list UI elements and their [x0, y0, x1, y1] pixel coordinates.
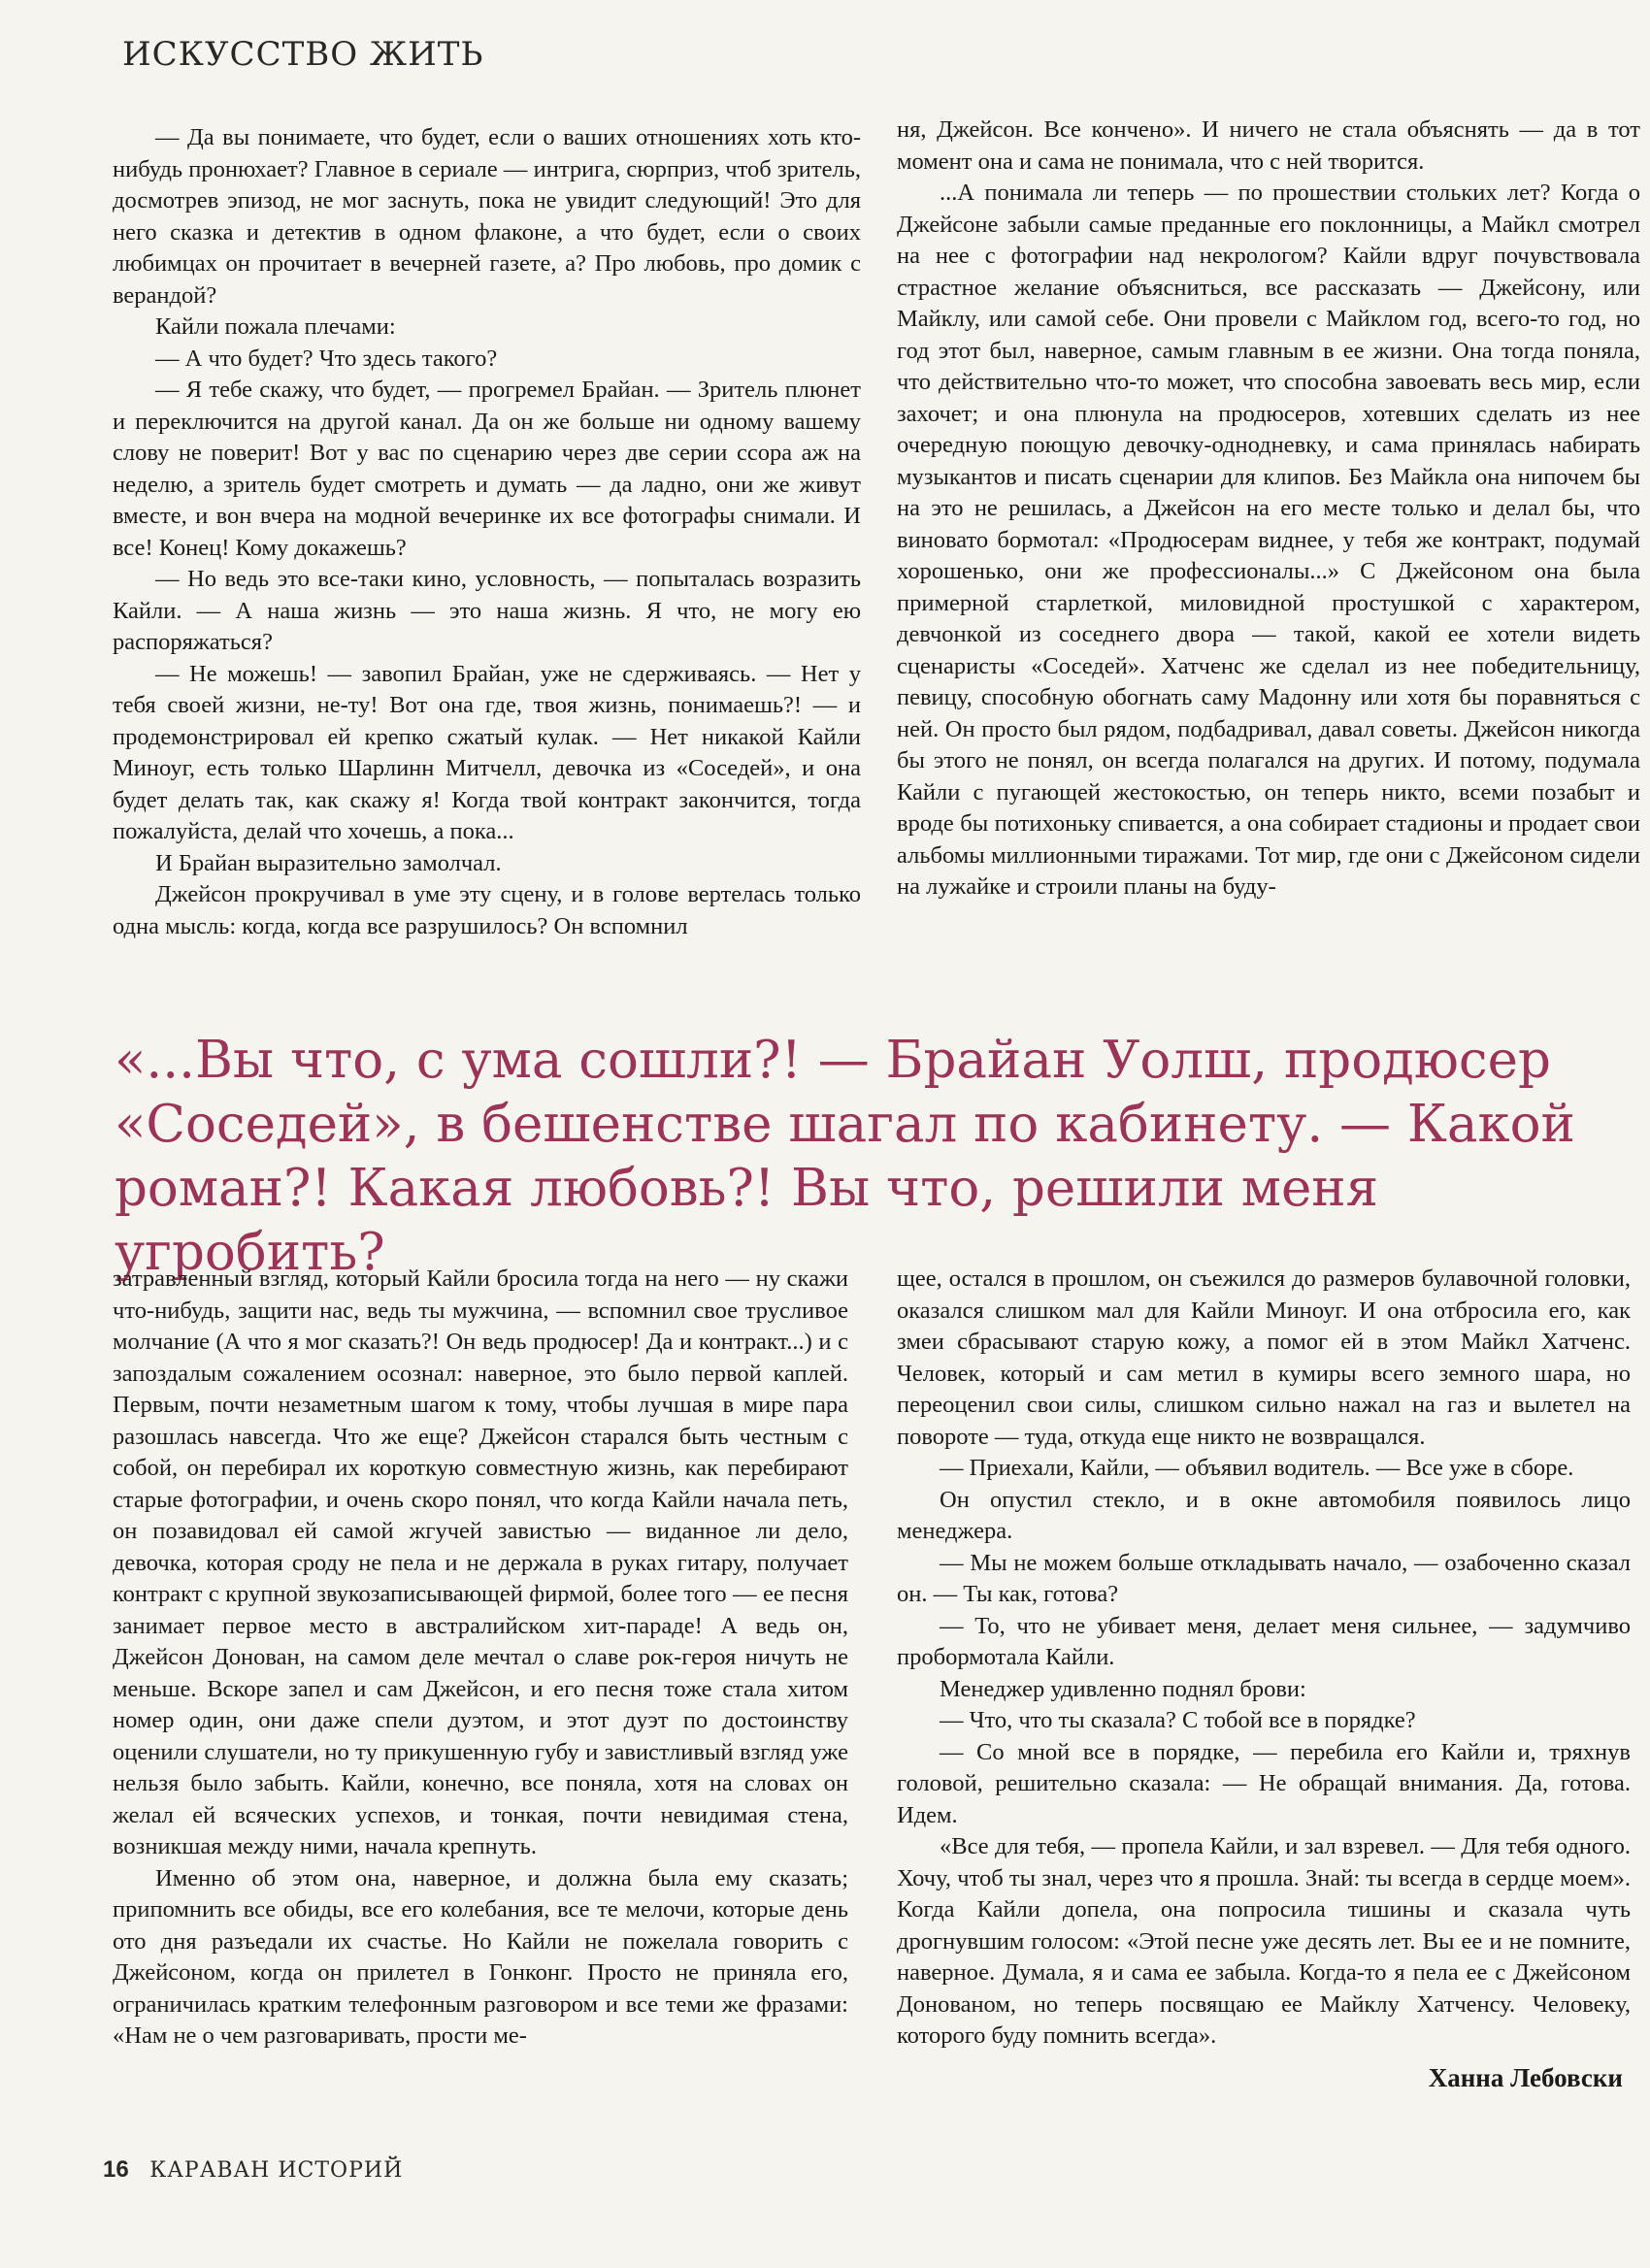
page-footer: [103, 2156, 403, 2184]
page-number: 16: [103, 2156, 129, 2183]
paragraph: — Да вы понимаете, что будет, если о ваших отношениях хоть кто-нибудь пронюхает? Главное в сериале — интрига, сюрприз, чтоб зритель, досмотрев эпизод, не мог заснуть, пока не увидит следующий! Это для него сказка и детектив в одном флаконе, а что будет, если о своих любимцах он прочитает в вечерней газете, а? Про любовь, про домик с верандой?: [113, 124, 861, 309]
pull-quote: «...Вы что, с ума сошли?! — Брайан Уолш, продюсер «Соседей», в бешенстве шагал по кабинету. — Какой роман?! Какая любовь?! Вы что, решили меня угробить?: [115, 1031, 1575, 1282]
column-top-left: [113, 122, 861, 1002]
paragraph: — Мы не можем больше откладывать начало, — озабоченно сказал он. — Ты как, готова?: [897, 1549, 1631, 1607]
column-top-right: [897, 115, 1640, 1007]
column-bottom-left: [113, 1264, 848, 2137]
paragraph: — Но ведь это все-таки кино, условность, — попыталась возразить Кайли. — А наша жизнь — это наша жизнь. Я что, не могу ею распоряжаться?: [113, 566, 861, 655]
paragraph: Он опустил стекло, и в окне автомобиля появилось лицо менеджера.: [897, 1486, 1631, 1544]
paragraph: И Брайан выразительно замолчал.: [155, 849, 502, 876]
paragraph: «Все для тебя, — пропела Кайли, и зал взревел. — Для тебя одного. Хочу, чтоб ты знал, через что я прошла. Знай: ты всегда в сердце моем». Когда Кайли допела, она попросила тишины и сказала чуть дрогнувшим голосом: «Этой песне уже десять лет. Вы ее и не помните, наверное. Думала, я и сама ее забыла. Когда-то я пела ее с Джейсоном Донованом, но теперь посвящаю ее Майклу Хатченсу. Человеку, которого буду помнить всегда».: [897, 1833, 1631, 2049]
paragraph: затравленный взгляд, который Кайли бросила тогда на него — ну скажи что-нибудь, защити нас, ведь ты мужчина, — вспомнил свое трусливое молчание (А что я мог сказать?! Он ведь продюсер! Да и контракт...) и с запоздалым сожалением осознал: наверное, это было первой каплей. Первым, почти незаметным шагом к тому, чтобы лучшая в мире пара разошлась навсегда. Что же еще? Джейсон старался быть честным с собой, он перебирал их короткую совместную жизнь, как перебирают старые фотографии, и очень скоро понял, что когда Кайли начала петь, он позавидовал ей самой жгучей завистью — виданное ли дело, девочка, которая сроду не пела и не держала в руках гитару, получает контракт с крупной звукозаписывающей фирмой, более того — ее песня занимает первое место в австралийском хит-параде! А ведь он, Джейсон Донован, на самом деле мечтал о славе рок-героя ничуть не меньше. Вскоре запел и сам Джейсон, и его песня тоже стала хитом номер один, они даже спели дуэтом, и этот дуэт по достоинству оценили слушатели, но ту прикушенную губу и завистливый взгляд уже нельзя было забыть. Кайли, конечно, все поняла, хотя на словах он желал ей всяческих успехов, и тонкая, почти невидимая стена, возникшая между ними, начала крепнуть.: [113, 1265, 848, 1859]
paragraph: Именно об этом она, наверное, и должна была ему сказать; припомнить все обиды, все его колебания, все те мелочи, которые день ото дня разъедали их счастье. Но Кайли не пожелала говорить с Джейсоном, когда он прилетел в Гонконг. Просто не приняла его, ограничилась кратким телефонным разговором и все теми же фразами: «Нам не о чем разговаривать, прости ме-: [113, 1864, 848, 2049]
column-bottom-right: [897, 1264, 1631, 2118]
paragraph: Менеджер удивленно поднял брови:: [940, 1675, 1306, 1702]
author-signature: Ханна Лебовски: [1428, 2063, 1623, 2092]
paragraph: — Приехали, Кайли, — объявил водитель. — Все уже в сборе.: [940, 1455, 1574, 1481]
paragraph: ...А понимала ли теперь — по прошествии стольких лет? Когда о Джейсоне забыли самые преданные его поклонницы, а Майкл смотрел на нее с фотографии над некрологом? Кайли вдруг почувствовала страстное желание объясниться, все рассказать — Джейсону, или Майклу, или самой себе. Они провели с Майклом год, всего-то год, но год этот был, наверное, самым главным в ее жизни. Она тогда поняла, что действительно что-то может, что способна завоевать весь мир, если захочет; и она плюнула на продюсеров, хотевших сделать из нее очередную поющую девочку-однодневку, и сама принялась набирать музыкантов и писать сценарии для клипов. Без Майкла она нипочем бы на это не решилась, а Джейсон на его месте только и делал бы, что виновато бормотал: «Продюсерам виднее, у тебя же контракт, подумай хорошенько, они же профессионалы...» С Джейсоном она была примерной старлеткой, миловидной простушкой с характером, девчонкой из соседнего двора — такой, какой ее хотели видеть сценаристы «Соседей». Хатченс же сделал из нее победительницу, певицу, способную обогнать саму Мадонну или хотя бы поравняться с ней. Он просто был рядом, подбадривал, давал советы. Джейсон никогда бы этого не понял, он всегда полагался на других. И потому, подумала Кайли с пугающей жестокостью, он теперь никто, всеми позабыт и вроде бы потихоньку спивается, а она собирает стадионы и продает свои альбомы миллионными тиражами. Тот мир, где они с Джейсоном сидели на лужайке и строили планы на буду-: [897, 180, 1640, 900]
paragraph: — А что будет? Что здесь такого?: [155, 345, 498, 372]
paragraph: — Со мной все в порядке, — перебила его Кайли и, тряхнув головой, решительно сказала: — Не обращай внимания. Да, готова. Идем.: [897, 1738, 1631, 1828]
paragraph: ня, Джейсон. Все кончено». И ничего не стала объяснять — да в тот момент она и сама не понимала, что с ней творится.: [897, 116, 1640, 175]
paragraph: — То, что не убивает меня, делает меня сильнее, — задумчиво пробормотала Кайли.: [897, 1612, 1631, 1670]
paragraph: — Что, что ты сказала? С тобой все в порядке?: [940, 1707, 1416, 1733]
paragraph: — Я тебе скажу, что будет, — прогремел Брайан. — Зритель плюнет и переключится на другой канал. Да он же больше ни одному вашему слову не поверит! Вот у вас по сценарию через две серии ссора аж на неделю, а зритель будет смотреть и думать — да ладно, они же живут вместе, и вон вчера на модной вечеринке их все фотографы снимали. И все! Конец! Кому докажешь?: [113, 377, 861, 561]
paragraph: Джейсон прокручивал в уме эту сцену, и в голове вертелась только одна мысль: когда, когда все разрушилось? Он вспомнил: [113, 881, 861, 939]
paragraph: Кайли пожала плечами:: [155, 313, 396, 340]
magazine-name: КАРАВАН ИСТОРИЙ: [149, 2158, 404, 2183]
paragraph: щее, остался в прошлом, он съежился до размеров булавочной головки, оказался слишком мал для Кайли Миноуг. И она отбросила его, как змеи сбрасывают старую кожу, а помог ей в этом Майкл Хатченс. Человек, который и сам метил в кумиры всего земного шара, но переоценил свои силы, слишком сильно нажал на газ и вылетел на повороте — туда, откуда еще никто не возвращался.: [897, 1265, 1631, 1450]
paragraph: — Не можешь! — завопил Брайан, уже не сдерживаясь. — Нет у тебя своей жизни, не-ту! Вот она где, твоя жизнь, понимаешь?! — и продемонстрировал ей крепко сжатый кулак. — Нет никакой Кайли Миноуг, есть только Шарлинн Митчелл, девочка из «Соседей», и она будет делать так, как скажу я! Когда твой контракт закончится, тогда пожалуйста, делай что хочешь, а пока...: [113, 660, 861, 844]
section-title: ИСКУССТВО ЖИТЬ: [122, 35, 484, 74]
